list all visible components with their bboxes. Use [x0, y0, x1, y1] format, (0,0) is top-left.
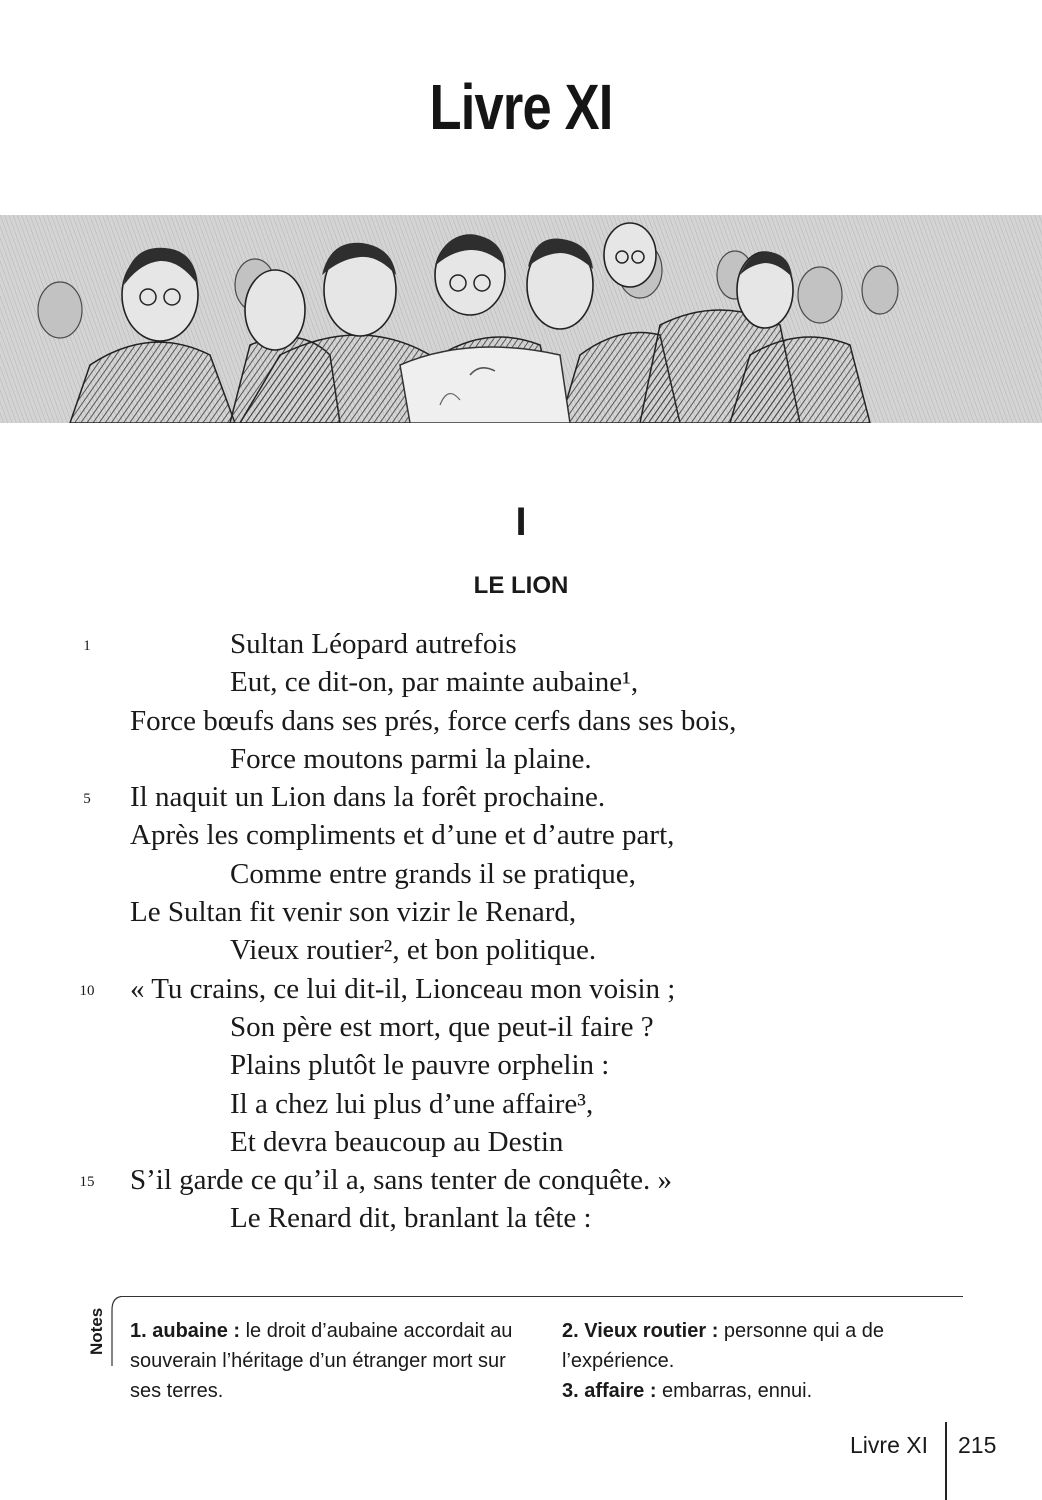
chapter-number: I — [515, 500, 527, 544]
notes-column-right — [562, 1316, 962, 1406]
line-number: 15 — [79, 1174, 95, 1191]
notes-bracket-curve — [108, 1296, 122, 1366]
verse-text: S’il garde ce qu’il a, sans tenter de conquête. » — [130, 1164, 672, 1197]
verse-line — [0, 702, 1042, 740]
footer-book-title: Livre XI — [850, 1432, 928, 1458]
footnote — [562, 1316, 962, 1376]
verse-text: Force bœufs dans ses prés, force cerfs dans ses bois, — [130, 704, 737, 737]
footnote-definition: embarras, ennui. — [656, 1380, 813, 1402]
page-number: 215 — [958, 1432, 997, 1458]
verse-line — [0, 1199, 1042, 1237]
verse-text: Comme entre grands il se pratique, — [230, 857, 636, 890]
verse-line — [0, 931, 1042, 969]
verse-text: Vieux routier², et bon politique. — [230, 934, 597, 967]
verse-text: Force moutons parmi la plaine. — [230, 742, 592, 775]
book-title: Livre XI — [429, 71, 613, 143]
verse-line — [0, 893, 1042, 931]
engraving-group-of-men-illustration — [0, 215, 1042, 423]
verse-line — [0, 1008, 1042, 1046]
verse-text: Son père est mort, que peut-il faire ? — [230, 1010, 654, 1043]
poem — [0, 625, 1042, 1238]
verse-line — [0, 1046, 1042, 1084]
verse-line — [0, 740, 1042, 778]
verse-text: « Tu crains, ce lui dit-il, Lionceau mon voisin ; — [130, 972, 676, 1005]
verse-text: Eut, ce dit-on, par mainte aubaine¹, — [230, 666, 639, 699]
verse-text: Plains plutôt le pauvre orphelin : — [230, 1049, 610, 1082]
notes-divider — [120, 1296, 963, 1297]
notes-column-left — [130, 1316, 540, 1406]
fable-title: LE LION — [473, 572, 569, 599]
verse-text: Le Renard dit, branlant la tête : — [230, 1202, 592, 1235]
verse-line — [0, 816, 1042, 854]
verse-text: Il a chez lui plus d’une affaire³, — [230, 1087, 594, 1120]
footnote — [130, 1316, 540, 1406]
verse-line — [0, 663, 1042, 701]
footnote-term: 2. Vieux routier : — [562, 1320, 719, 1342]
verse-text: Le Sultan fit venir son vizir le Renard, — [130, 896, 577, 929]
chapter-illustration — [0, 215, 1042, 423]
verse-line — [0, 970, 1042, 1008]
verse-text: Sultan Léopard autrefois — [230, 628, 517, 660]
line-number: 1 — [83, 638, 91, 654]
verse-line — [0, 1123, 1042, 1161]
verse-line — [0, 1085, 1042, 1123]
footnote-term: 3. affaire : — [562, 1380, 657, 1402]
verse-text: Il naquit un Lion dans la forêt prochaine. — [130, 781, 606, 814]
verse-line — [0, 855, 1042, 893]
verse-text: Et devra beaucoup au Destin — [230, 1125, 564, 1158]
footer-separator — [945, 1422, 947, 1500]
line-number: 10 — [79, 982, 95, 999]
verse-text: Après les compliments et d’une et d’autre part, — [130, 819, 675, 852]
footnote-term: 1. aubaine : — [130, 1320, 241, 1342]
verse-line — [0, 778, 1042, 816]
verse-line — [0, 1161, 1042, 1199]
footnote-definition: personne qui a de l’expérience. — [562, 1320, 885, 1372]
line-number: 5 — [83, 791, 91, 808]
footnote — [562, 1376, 962, 1406]
verse-line — [0, 625, 1042, 663]
notes-label: Notes — [87, 1307, 106, 1355]
footnote-definition: le droit d’aubaine accordait au souverain l’héritage d’un étranger mort sur ses terres. — [130, 1320, 513, 1402]
